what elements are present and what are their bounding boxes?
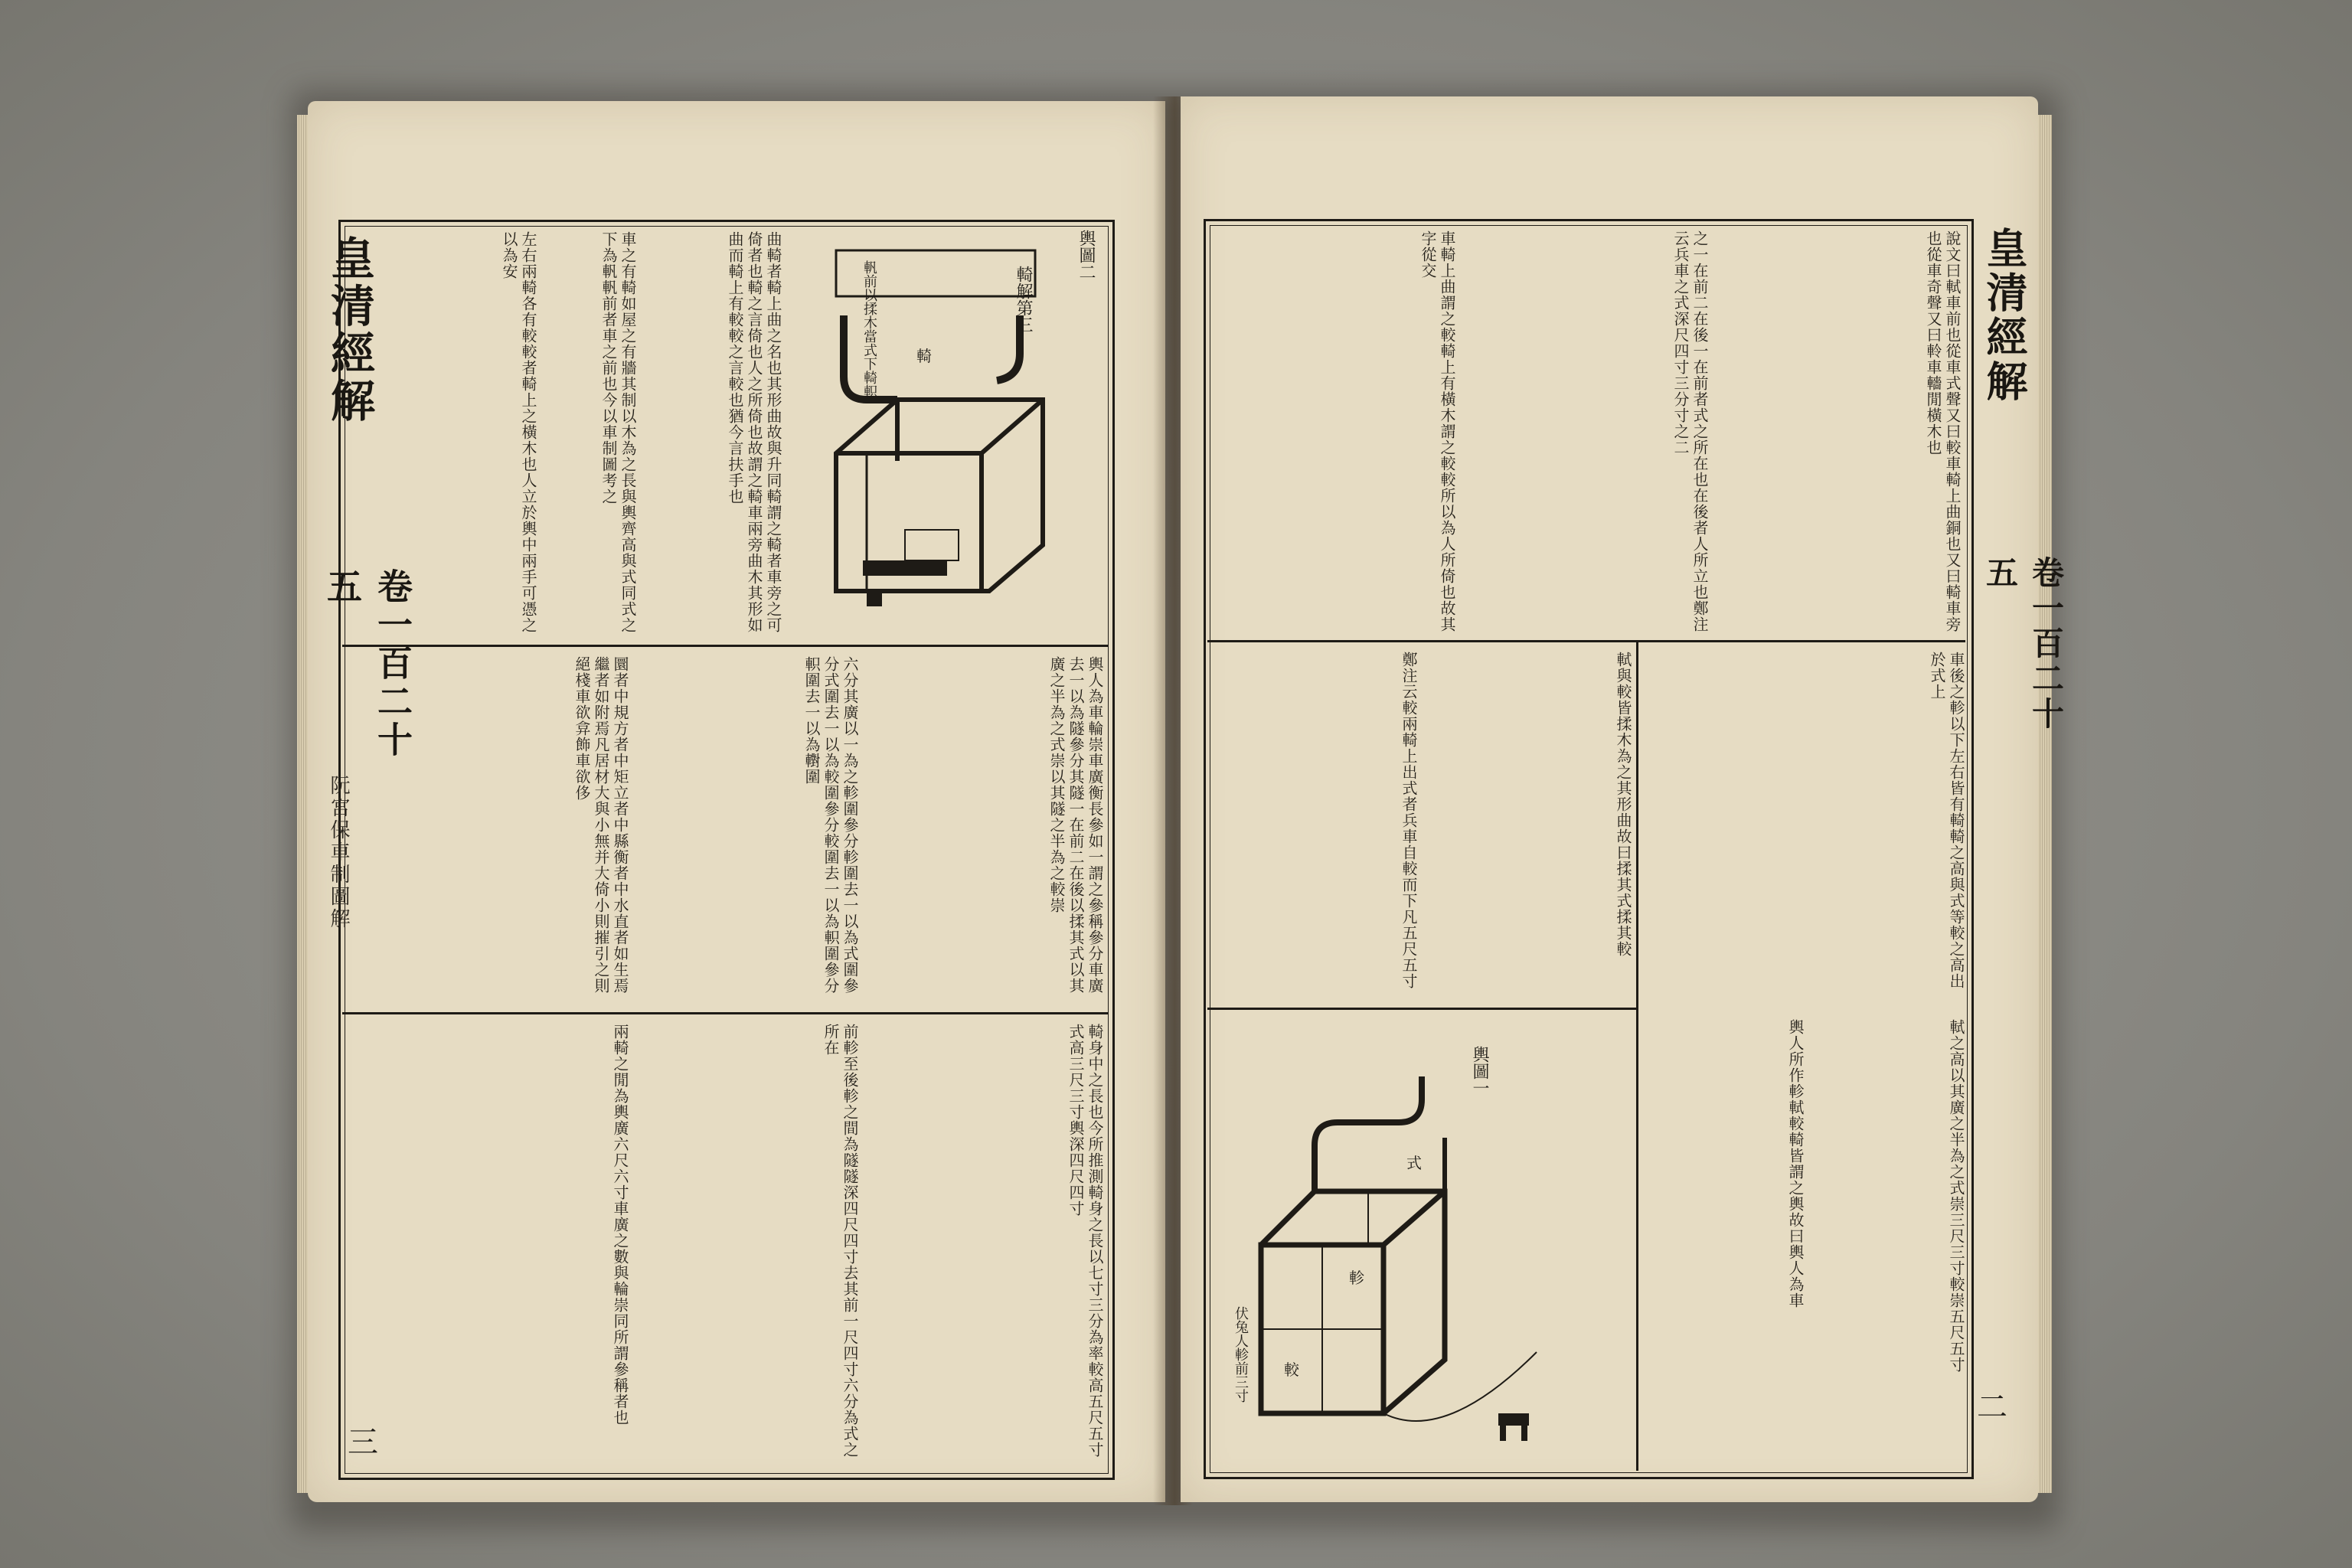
figure-label: 式 — [1406, 1154, 1422, 1172]
text-block: 軾之高以其廣之半為之式崇三尺三寸較崇五尺五寸 — [1947, 1019, 1965, 1373]
volume-marker: 卷一百二十五 — [1981, 556, 2065, 732]
figure-caption: 軓前以揉木當式下輢軹 — [861, 260, 877, 398]
svg-text:輢: 輢 — [916, 347, 932, 365]
text-block: 車輢上曲謂之較輢上有橫木謂之較較所以為人所倚也故其字從交 — [1419, 230, 1456, 632]
side-title: 阮宮保車制圖解 — [327, 775, 350, 930]
volume-marker: 卷一百二十五 — [322, 568, 413, 760]
text-block: 曲輢者輢上曲之名也其形曲故與升同輢謂之輢者車旁之可倚者也輢之言倚也人之所倚也故謂之輢車兩旁曲木其形如曲而輢上有較較之言較也猶今言扶手也 — [726, 231, 782, 633]
text-block: 之一在前二在後一在前者式之所在也在後者人所立也鄭注云兵車之式深尺四寸三分寸之二 — [1671, 230, 1709, 632]
text-block: 兩輢之閒為輿廣六尺六寸車廣之數與輪崇同所謂參稱者也 — [611, 1024, 629, 1426]
figure-label: 軫 — [1349, 1269, 1364, 1287]
right-rule-3 — [1636, 642, 1638, 1010]
figure-heading: 輿圖一 — [1470, 1046, 1489, 1096]
text-block: 前軫至後軫之間為隧隧深四尺四寸去其前一尺四寸六分為式之所在 — [822, 1024, 859, 1458]
running-title: 皇清經解 — [1980, 227, 2029, 404]
text-block: 車之有輢如屋之有牆其制以木為之長與輿齊高與式同式之下為軓軓前者車之前也今以車制圖考之 — [599, 231, 637, 633]
figure-heading: 輿圖二 — [1076, 230, 1096, 280]
page-number: 三 — [348, 1425, 378, 1460]
running-title: 皇清經解 — [323, 235, 375, 425]
left-page — [308, 101, 1165, 1502]
figure-label: 較 — [1284, 1361, 1299, 1379]
right-rule-2 — [1207, 1008, 1636, 1010]
text-block: 六分其廣以一為之軫圍參分軫圍去一以為式圍參分式圍去一以為較圍參分較圍去一以為軹圍參分軹圍去一以為轛圍 — [802, 656, 859, 994]
text-block: 鄭注云較兩輢上出式者兵車自較而下凡五尺五寸 — [1400, 652, 1418, 989]
text-block: 車後之軫以下左右皆有輢輢之高與式等較之高出於式上 — [1928, 652, 1965, 989]
figure-caption: 伏兔人軫前三寸 — [1233, 1306, 1249, 1403]
right-rule-4 — [1636, 1008, 1638, 1471]
text-block: 圜者中規方者中矩立者中縣衡者中水直者如生焉繼者如附焉凡居材大與小無并大倚小則摧引之則絕棧車欲弇飾車欲侈 — [573, 656, 629, 994]
carriage-diagram — [1215, 1015, 1632, 1467]
text-block: 軾與較皆揉木為之其形曲故曰揉其式揉其較 — [1614, 652, 1632, 957]
carriage-diagram — [782, 224, 1104, 641]
text-block: 輿人所作軫軾較輢皆謂之輿故曰輿人為車 — [1786, 1019, 1805, 1308]
page-number: 二 — [1977, 1390, 2007, 1425]
right-rule-1 — [1207, 640, 1965, 642]
right-page — [1181, 96, 2065, 1502]
carriage-figure-1 — [1215, 1015, 1632, 1467]
text-block: 說文曰軾車前也從車式聲又曰較車輢上曲銅也又曰輢車旁也從車奇聲又曰軨車轖閒橫木也 — [1924, 230, 1962, 632]
left-rule-2 — [342, 1012, 1108, 1014]
text-block: 左右兩輢各有較較者輢上之橫木也人立於輿中兩手可憑之以為安 — [500, 231, 537, 633]
carriage-figure-3 — [782, 224, 1104, 641]
figure-title: 輢解第三 — [1014, 266, 1033, 333]
text-block: 輢身中之長也今所推測輢身之長以七寸三分為率較高五尺五寸式高三尺三寸輿深四尺四寸 — [1067, 1024, 1104, 1458]
left-rule-1 — [342, 645, 1108, 647]
text-block: 輿人為車輪崇車廣衡長參如一謂之參稱參分車廣去一以為隧參分其隧一在前二在後以揉其式以其廣之半為之式崇以其隧之半為之較崇 — [1047, 656, 1104, 994]
